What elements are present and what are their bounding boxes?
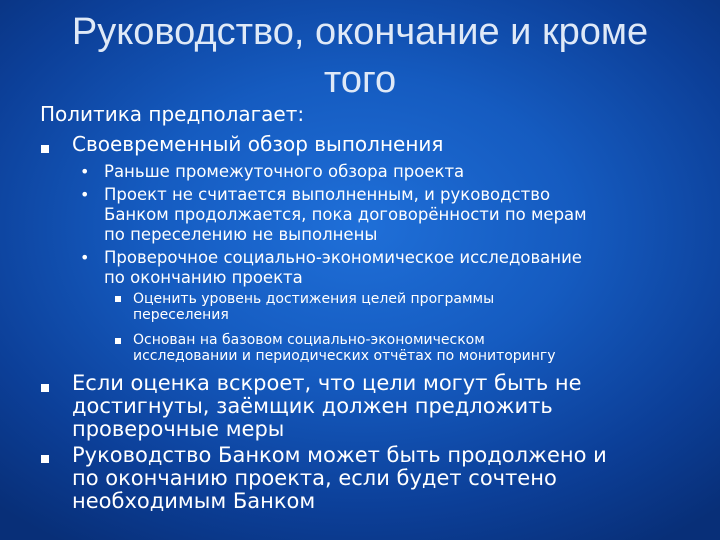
sub-bullet-2-line-1: Проект не считается выполненным, и руководство [104, 185, 551, 204]
square-bullet-icon [115, 296, 121, 302]
dot-bullet-icon: • [80, 248, 90, 267]
square-bullet-icon [41, 145, 49, 153]
sub-bullet-2-line-2: Банком продолжается, пока договорённости по мерам [104, 205, 587, 224]
bullet-2-line-3: проверочные меры [72, 417, 285, 441]
dot-bullet-icon: • [80, 185, 90, 204]
intro-text: Политика предполагает: [40, 102, 305, 126]
square-bullet-icon [41, 384, 49, 392]
sub-bullet-3-line-1: Проверочное социально-экономическое исследование [104, 248, 582, 267]
slide-title [0, 8, 720, 104]
square-bullet-icon [41, 455, 49, 463]
sub-sub-bullet-2-line-1: Основан на базовом социально-экономическом [133, 332, 485, 348]
sub-sub-bullet-2-line-2: исследовании и периодических отчётах по мониторингу [133, 348, 556, 364]
bullet-2-line-2: достигнуты, заёмщик должен предложить [72, 394, 553, 418]
sub-bullet-1-text: Раньше промежуточного обзора проекта [104, 162, 465, 181]
bullet-3-line-3: необходимым Банком [72, 489, 316, 513]
bullet-2-line-1: Если оценка вскроет, что цели могут быть не [72, 371, 582, 395]
dot-bullet-icon: • [80, 162, 90, 181]
square-bullet-icon [115, 338, 121, 344]
bullet-3-line-2: по окончанию проекта, если будет сочтено [72, 466, 557, 490]
sub-sub-bullet-1-line-1: Оценить уровень достижения целей программы [133, 291, 495, 307]
bullet-3-line-1: Руководство Банком может быть продолжено и [72, 443, 607, 467]
slide-title-line-2: того [323, 59, 397, 101]
bullet-1-text: Своевременный обзор выполнения [72, 132, 444, 156]
sub-bullet-2-line-3: по переселению не выполнены [104, 225, 378, 244]
sub-bullet-3-line-2: по окончанию проекта [104, 268, 303, 287]
slide-title-line-1: Руководство, окончание и кроме [71, 11, 649, 53]
sub-sub-bullet-1-line-2: переселения [133, 307, 229, 323]
